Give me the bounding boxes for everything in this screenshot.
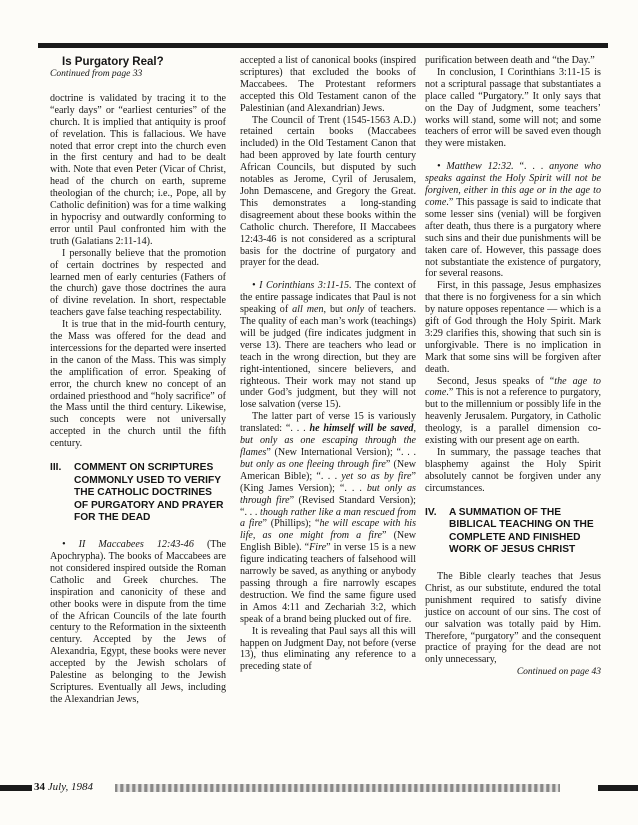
column-2 — [240, 55, 416, 673]
paragraph — [425, 161, 601, 280]
paragraph: purification between death and “the Day.” — [425, 55, 595, 66]
section-heading-iii — [50, 462, 226, 525]
paragraph: accepted a list of canonical books (inspired scriptures) that excluded the books of Maccabees. The Protestant reformers accepted this Old Testament canon of the Palestinian (and Alexandrian) Jews. — [240, 55, 416, 114]
text-run: only — [346, 304, 365, 316]
paragraph: In conclusion, I Corinthians 3:11-15 is not a scriptural passage that substantiates a place called “Purgatory.” It only says that on the Day of Judgment, some teachers’ works will stand, some will not; and some teachers of error will be saved even though they were mistaken. — [425, 66, 601, 150]
paragraph: doctrine is validated by tracing it to the “early days” or “earliest centuries” of the church. It is implied that antiquity is proof of revelation. This is fallacious. We have noted that error crept into the church even in the first century and had to be dealt with. Note that even Peter (Vicar of Christ, head of the church on earth, supreme theologian of the church; i.e., Pope, all by Catholic definition) was for a time walking in hypocrisy and outwardly conforming to error until Paul confronted him with the truth (Galatians 2:11-14). — [50, 92, 226, 247]
text-run: ” (New English Bible). “ — [240, 530, 416, 554]
text-run: ” (King James Version); “. . . — [240, 470, 416, 494]
footer-texture-bar — [115, 784, 560, 792]
text-run: ” (Phillips); “ — [262, 518, 320, 530]
paragraph: It is revealing that Paul says all this will happen on Judgment Day, not before (verse 13), thus eliminating any reference to a preceding state of — [240, 625, 416, 673]
text-run: The context of the entire passage indicates that Paul is not speaking of — [240, 280, 417, 316]
heading-number: III. — [50, 462, 62, 474]
text-run: but only as one fleeing through fire — [240, 458, 386, 470]
text-run: anyone who speaks against the Holy Spirit will not be forgiven, either in this age or in the age to come — [425, 161, 601, 208]
text-run: Second, Jesus speaks of “ — [437, 375, 555, 387]
page-number: 34 — [34, 781, 45, 793]
text-run: “. . . — [513, 161, 550, 173]
scripture-ref: • Matthew 12:32. — [437, 161, 514, 173]
paragraph — [240, 280, 416, 411]
heading-number: IV. — [425, 506, 437, 518]
text-run: all men — [292, 304, 324, 316]
column-1 — [50, 55, 226, 706]
text-run: he will escape with his life, as one might from a fire — [240, 518, 416, 542]
heading-text: COMMENT ON SCRIPTURES COMMONLY USED TO VERIFY THE CATHOLIC DOCTRINES OF PURGATORY AND PRAYER FOR THE DEAD — [74, 462, 224, 524]
paragraph: It is true that in the mid-fourth century, the Mass was offered for the dead and intercessions for the departed were inserted in the canon of the Mass. This was simply the amplification of error. Speaking of error, the church knew no concept of an ordained priesthood and “holy sacrifice” of the Mass until the third century. Likewise, such concepts were not universally accepted in the church until the fifth century. — [50, 319, 226, 450]
text-run: The latter part of verse 15 is variously translated: “. . . — [240, 411, 416, 435]
folio — [34, 781, 93, 793]
paragraph — [425, 376, 601, 447]
continued-from: Continued from page 33 — [50, 69, 143, 79]
text-run: ” (New International Version); “. . . — [266, 447, 416, 458]
text-run: .” This is not a reference to purgatory, but to the millennium or possibly life in the heavenly Jerusalem. Purgatory, in Catholic theology, is a parallel dimension co-existing with our present age on earth. — [425, 387, 601, 447]
article-title: Is Purgatory Real? — [62, 56, 164, 68]
footer-rule-right — [598, 785, 638, 791]
paragraph — [50, 539, 226, 706]
paragraph — [240, 411, 416, 625]
text-run: but only as through fire — [240, 482, 416, 506]
text-run: of teachers. The quality of each man’s work (teachings) will be judged (fire indicates judgment in verse 13). There are teachers who lead or teach in the wrong direction, but they are right-intentioned, sincere believers, and righteous. Their work may not stand up under God’s judgment, but they will not lose salvation (verse 15). — [240, 304, 416, 411]
issue-date: July, 1984 — [47, 781, 93, 793]
top-rule — [38, 43, 608, 48]
text-run: , but — [323, 304, 347, 316]
text-run: Fire — [309, 542, 327, 554]
paragraph: The Council of Trent (1545-1563 A.D.) retained certain books (Maccabees included) in the Old Testament Canon that had been approved by late fourth century African Councils, but disputed by such notables as Jerome, Cyril of Jerusalem, John Demascene, and Gregory the Great. This demonstrates a long-standing disagreement about these books within the Catholic church. Therefore, II Maccabees 12:43-46 is not considered as a scriptural basis for the doctrine of purgatory and prayer for the dead. — [240, 114, 416, 269]
text-run: .” This passage is said to indicate that some lesser sins (venial) will be forgiven after death, thus there is a purgatory where such sins and their due punishments will be taken care of. However, this passage does not substantiate the existence of purgatory, for several reasons. — [425, 196, 601, 280]
section-heading-iv — [425, 507, 601, 557]
text-run: he himself will be saved — [309, 423, 414, 435]
paragraph: The Bible clearly teaches that Jesus Christ, as our substitute, endured the total punishment required to satisfy divine justice on account of our sins. The cost of our salvation was totally paid by Him. Therefore, “purgatory” and the consequent practice of praying for the dead are not only unnecessary, — [425, 571, 601, 666]
page-footer — [0, 780, 638, 796]
column-3 — [425, 55, 601, 679]
text-run: ” (New American Bible); “. . . — [240, 458, 416, 482]
scripture-ref: • I Corinthians 3:11-15. — [252, 280, 352, 292]
text-run: , but only as one escaping through the flames — [240, 423, 416, 458]
text-run: yet so as by fire — [341, 470, 412, 482]
heading-text: A SUMMATION OF THE BIBLICAL TEACHING ON THE COMPLETE AND FINISHED WORK OF JESUS CHRIST — [449, 506, 594, 556]
continued-on: Continued on page 43 — [516, 667, 601, 678]
paragraph: I personally believe that the promotion of certain doctrines by respected and learned men of early centuries (Fathers of the church) gave those doctrines the aura of divine revelation. In short, respectable teachers gave false teaching respectability. — [50, 247, 226, 319]
text-run: ” in verse 15 is a new figure indicating teachers of falsehood will narrowly be saved, as anything or anybody passing through a fire narrowly escapes destruction. We find the same figure used in Amos 4:11 and Zechariah 3:2, which speak of a brand being plucked out of fire. — [240, 542, 416, 625]
text-run: (The Apochrypha). The books of Maccabees are not considered inspired outside the Roman Catholic and Greek churches. The inspiration and canonicity of these and other books were in dispute from the time of the African Councils of the late fourth century to the Reformation in the sixteenth century. Accepted by the Jews of Alexandria, Egypt, these books were never accepted by the Jewish scholars of Palestine as belonging to the Jewish Scriptures. Eventually all Jews, including the Alexandrian Jews, — [50, 539, 226, 705]
scripture-ref: • II Maccabees 12:43-46 — [62, 539, 194, 551]
footer-rule-left — [0, 785, 32, 791]
text-run: the age to come — [425, 375, 601, 399]
paragraph: In summary, the passage teaches that blasphemy against the Holy Spirit absolutely cannot be forgiven under any circumstances. — [425, 447, 601, 494]
text-run: ” (Revised Standard Version); “. . . — [240, 494, 416, 518]
text-run: though rather like a man rescued from a fire — [240, 506, 417, 530]
paragraph: First, in this passage, Jesus emphasizes that there is no forgiveness for a sin which by nature opposes repentance — which is a gift of God through the Holy Spirit. Mark 3:29 clarifies this, showing that such sin is unforgivable. There is no implication in Mark that some sins will be forgiven after death. — [425, 280, 601, 375]
